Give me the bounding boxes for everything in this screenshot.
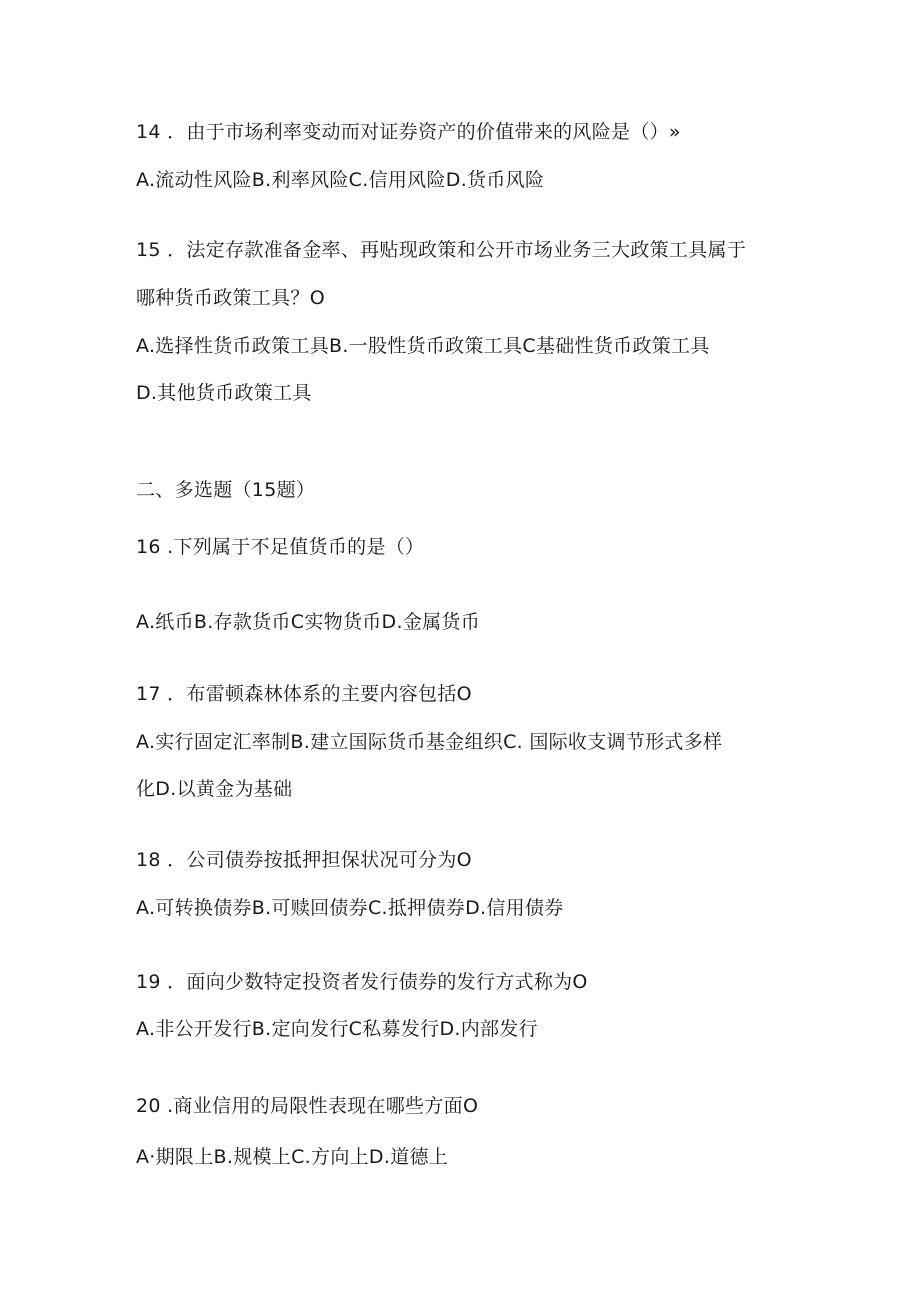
question-15-options-line1: A.选择性货币政策工具B.一股性货币政策工具C基础性货币政策工具 — [136, 335, 710, 357]
question-18-stem: 18 ．公司债券按抵押担保状况可分为O — [136, 849, 472, 871]
question-17-stem: 17 ．布雷顿森林体系的主要内容包括O — [136, 683, 472, 705]
question-16-stem: 16 .下列属于不足值货币的是（） — [136, 536, 425, 558]
question-14-options: A.流动性风险B.利率风险C.信用风险D.货币风险 — [136, 169, 545, 191]
question-17-options-line1: A.实行固定汇率制B.建立国际货币基金组织C. 国际收支调节形式多样 — [136, 731, 723, 753]
question-20-stem: 20 .商业信用的局限性表现在哪些方面O — [136, 1095, 479, 1117]
question-18-options: A.可转换债券B.可赎回债券C.抵押债券D.信用债券 — [136, 897, 564, 919]
question-19-stem: 19 ．面向少数特定投资者发行债券的发行方式称为O — [136, 971, 588, 993]
question-20-options: A·期限上B.规模上C.方向上D.道德上 — [136, 1146, 449, 1168]
question-15-options-line2: D.其他货币政策工具 — [136, 382, 312, 404]
question-15-stem-line1: 15 ．法定存款准备金率、再贴现政策和公开市场业务三大政策工具属于 — [136, 239, 747, 261]
question-17-options-line2: 化D.以黄金为基础 — [136, 778, 293, 800]
question-14-stem: 14 ．由于市场利率变动而对证券资产的价值带来的风险是（）» — [136, 121, 681, 143]
question-16-options: A.纸币B.存款货币C实物货币D.金属货币 — [136, 611, 481, 633]
section-title-multiple-choice: 二、多选题（15题） — [136, 479, 316, 501]
question-19-options: A.非公开发行B.定向发行C私募发行D.内部发行 — [136, 1018, 538, 1040]
question-15-stem-line2: 哪种货币政策工具？O — [136, 287, 325, 309]
